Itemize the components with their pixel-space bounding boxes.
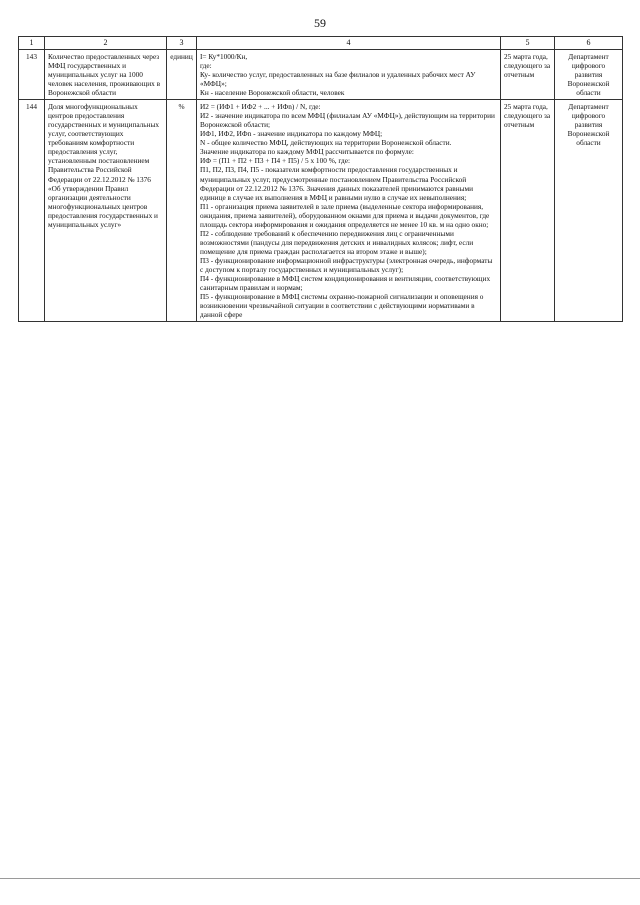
table-row	[19, 100, 623, 322]
responsible-body: Департамент цифрового развития Воронежской области	[555, 49, 623, 99]
method-line: П3 - функционирование информационной инфраструктуры (электронная очередь, информаты с доступом к порталу государственных и муниципальных услуг);	[200, 255, 493, 274]
column-header-3: 3	[167, 37, 197, 50]
indicator-name: Количество предоставленных через МФЦ государственных и муниципальных услуг на 1000 человек населения, проживающих в Воронежской области	[45, 49, 167, 99]
unit-of-measure: %	[167, 100, 197, 322]
column-header-4: 4	[197, 37, 501, 50]
row-number: 143	[19, 49, 45, 99]
page-number: 59	[314, 16, 326, 30]
method-line: П1 - организация приема заявителей в зале приема (выделенные сектора информирования, ожидания, приема заявителей), оборудованном окнами для приема и выдачи документов, где площадь сектора информирования и ожидания определяется не менее 10 кв. м на одно окно;	[200, 201, 490, 229]
column-header-5: 5	[501, 37, 555, 50]
indicators-table	[18, 36, 623, 322]
page-bottom-rule	[0, 878, 640, 879]
method-line: I= Ку*1000/Кн,	[200, 51, 248, 61]
reporting-term: 25 марта года, следующего за отчетным	[501, 100, 555, 322]
reporting-term: 25 марта года, следующего за отчетным	[501, 49, 555, 99]
method-line: Значение индикатора по каждому МФЦ рассчитывается по формуле:	[200, 147, 414, 157]
column-header-1: 1	[19, 37, 45, 50]
method-line: Кн - население Воронежской области, человек	[200, 88, 345, 98]
calculation-method	[197, 49, 501, 99]
method-line: N - общее количество МФЦ, действующих на территории Воронежской области.	[200, 138, 452, 148]
method-line: И2 - значение индикатора по всем МФЦ (филиалам АУ «МФЦ»), действующим на территории Воронежской области;	[200, 111, 495, 130]
method-line: П2 - соблюдение требований к обеспечению передвижения лиц с ограниченными возможностями (пандусы для передвижения детских и инвалидных колясок; лифт, если помещение для приема граждан располагается на втором этаже и выше);	[200, 228, 474, 256]
method-line: И2 = (ИФ1 + ИФ2 + ... + ИФn) / N, где:	[200, 102, 321, 112]
calculation-method	[197, 100, 501, 322]
method-line: где:	[200, 60, 212, 70]
column-header-2: 2	[45, 37, 167, 50]
unit-of-measure: единиц	[167, 49, 197, 99]
row-number: 144	[19, 100, 45, 322]
table-header-row	[19, 37, 623, 50]
table-row	[19, 49, 623, 99]
responsible-body: Департамент цифрового развития Воронежской области	[555, 100, 623, 322]
method-line: Ку- количество услуг, предоставленных на базе филиалов и удаленных рабочих мест АУ «МФЦ»;	[200, 70, 476, 89]
method-line: П1, П2, П3, П4, П5 - показатели комфортности предоставления государственных и муниципальных услуг, предусмотренные постановлением Правительства Российской Федерации от 22.12.2012 № 1376. Значения данных показателей принимаются равными единице в случае их выполнения в МФЦ и равными нулю в случае их невыполнения;	[200, 165, 474, 202]
method-line: П4 - функционирование в МФЦ систем кондиционирования и вентиляции, соответствующих санитарным правилам и нормам;	[200, 274, 491, 293]
method-line: ИФ = (П1 + П2 + П3 + П4 + П5) / 5 х 100 %, где:	[200, 156, 351, 166]
indicator-name: Доля многофункциональных центров предоставления государственных и муниципальных услуг, соответствующих требованиям комфортности предоставления услуг, установленным постановлением Правительства Российской Федерации от 22.12.2012 № 1376 «Об утверждении Правил организации деятельности многофункциональных центров предоставления государственных и муниципальных услуг»	[45, 100, 167, 322]
method-line: П5 - функционирование в МФЦ системы охранно-пожарной сигнализации и оповещения о возникновении чрезвычайной ситуации в соответствии с действующими нормативами в данной сфере	[200, 292, 484, 320]
column-header-6: 6	[555, 37, 623, 50]
method-line: ИФ1, ИФ2, ИФn - значение индикатора по каждому МФЦ;	[200, 129, 383, 139]
